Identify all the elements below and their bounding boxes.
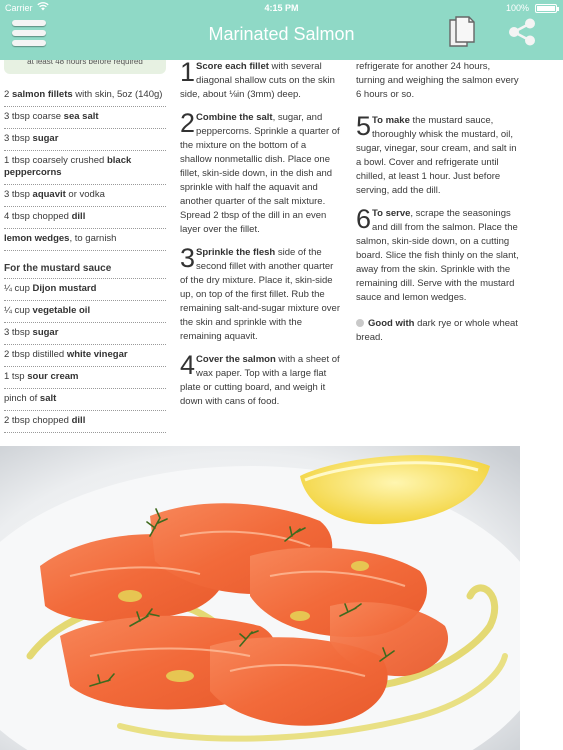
method-column-1 xyxy=(180,60,340,418)
share-icon xyxy=(507,18,537,46)
good-with-note xyxy=(356,317,521,345)
step-lead: To serve xyxy=(372,208,411,219)
ingredient-row xyxy=(4,107,166,129)
ingredient-name: black peppercorns xyxy=(4,155,132,178)
ingredient-row xyxy=(4,207,166,229)
ingredient-name: salmon fillets xyxy=(11,89,73,100)
ingredient-name: sugar xyxy=(32,327,59,338)
ingredient-amount: 3 tbsp xyxy=(4,327,33,338)
step-number: 6 xyxy=(356,204,372,234)
ingredient-row xyxy=(4,367,166,389)
ingredient-row xyxy=(4,279,166,301)
step-number: 3 xyxy=(180,243,196,273)
ingredient-row xyxy=(4,85,166,107)
ingredient-name: salt xyxy=(39,393,57,404)
ingredient-row xyxy=(4,185,166,207)
recipe-photo xyxy=(0,446,520,750)
step-text: side of the second fillet with another quarter of the dry mixture. Place it, skin-side up, on top of the first fillet. Rub the remaining salt-and-sugar mixture over the skin and sprinkle with the remaining aquavit. xyxy=(180,247,340,342)
app-header xyxy=(0,0,563,60)
ingredient-row xyxy=(4,345,166,367)
step-lead: Score each fillet xyxy=(196,61,269,72)
ingredient-amount: pinch of xyxy=(4,393,40,404)
ingredient-row xyxy=(4,411,166,433)
bullet-icon xyxy=(356,319,364,327)
step-number: 4 xyxy=(180,350,196,380)
step-text: the mustard sauce, thoroughly whisk the mustard, oil, sugar, vinegar, sour cream, and salt in a bowl. Cover and refrigerate until chilled, at least 1 hour. Just before serving, add the dill. xyxy=(356,115,517,196)
ingredient-detail: or vodka xyxy=(65,189,105,200)
ingredient-amount: 3 tbsp xyxy=(4,133,33,144)
ingredient-row xyxy=(4,323,166,345)
ingredient-name: vegetable oil xyxy=(32,305,91,316)
ingredient-name: aquavit xyxy=(32,189,66,200)
status-bar xyxy=(0,0,563,16)
page-title: Marinated Salmon xyxy=(208,24,355,44)
step-lead: Sprinkle the flesh xyxy=(196,247,276,258)
step-text: with several diagonal shallow cuts on the skin side, about ⅛in (3mm) deep. xyxy=(180,61,335,100)
marinated-salmon-image xyxy=(0,446,520,750)
method-step xyxy=(356,204,521,305)
step-lead: Cover the salmon xyxy=(196,354,276,365)
ingredient-detail: with skin, 5oz (140g) xyxy=(72,89,163,100)
step-text: , sugar, and peppercorns. Sprinkle a quarter of the mixture on the bottom of a shallow nonmetallic dish. Place one fillet, skin-side down, in the dish and sprinkle with half the aquavit and another quarter of the salt mixture. Spread 2 tbsp of the dill in an even layer over the fillet. xyxy=(180,112,340,235)
method-step xyxy=(180,243,340,344)
method-step xyxy=(180,60,340,102)
document-icon xyxy=(448,16,476,48)
ingredient-row xyxy=(4,229,166,251)
step-number: 5 xyxy=(356,111,372,141)
step-lead: To make xyxy=(372,115,410,126)
ingredient-amount: 3 tbsp xyxy=(4,189,33,200)
ingredient-amount: 2 tbsp distilled xyxy=(4,349,67,360)
ingredient-amount: ¼ cup xyxy=(4,305,33,316)
ingredient-name: sea salt xyxy=(63,111,99,122)
step-text: with a sheet of wax paper. Top with a large flat plate or cutting board, and weigh it down with cans of food. xyxy=(180,354,340,407)
method-step xyxy=(180,108,340,237)
ingredient-name: sugar xyxy=(32,133,59,144)
ingredient-list xyxy=(4,85,166,433)
ingredient-row xyxy=(4,129,166,151)
ingredient-amount: 4 tbsp chopped xyxy=(4,211,72,222)
step-number: 1 xyxy=(180,60,196,87)
good-with-lead: Good with xyxy=(368,318,415,329)
step-text: , scrape the seasonings and dill from the salmon. Place the salmon, skin-side down, on a cutting board. Slice the fish thinly on the slant, away from the skin. Sprinkle with the remaining dill. Serve with the mustard sauce and lemon wedges. xyxy=(356,208,519,303)
ingredient-name: dill xyxy=(71,211,86,222)
carrier-label: Carrier xyxy=(5,3,33,13)
ingredient-row xyxy=(4,151,166,185)
ingredient-amount: 1 tbsp coarsely crushed xyxy=(4,155,107,166)
method-step xyxy=(356,111,521,198)
ingredient-name: sour cream xyxy=(27,371,79,382)
ingredient-detail: , to garnish xyxy=(69,233,117,244)
ingredient-name: white vinegar xyxy=(66,349,128,360)
step-number: 2 xyxy=(180,108,196,138)
ingredient-amount: 2 xyxy=(4,89,12,100)
battery-icon xyxy=(535,4,557,13)
ingredient-amount: 1 tsp xyxy=(4,371,28,382)
ingredient-amount: 2 tbsp chopped xyxy=(4,415,72,426)
recipe-page xyxy=(0,60,563,446)
method-step xyxy=(180,350,340,409)
ingredient-name: lemon wedges xyxy=(4,233,70,244)
prep-note: at least 48 hours before required xyxy=(4,60,166,74)
step-lead: Combine the salt xyxy=(196,112,273,123)
sauce-heading: For the mustard sauce xyxy=(4,251,166,279)
clock: 4:15 PM xyxy=(264,3,299,13)
battery-percent: 100% xyxy=(505,3,529,13)
good-with-text: dark rye or whole wheat bread. xyxy=(356,318,518,343)
step-4-continuation: refrigerate for another 24 hours, turning and weighing the salmon every 6 hours or so. xyxy=(356,61,519,100)
ingredient-name: dill xyxy=(71,415,86,426)
ingredient-row xyxy=(4,301,166,323)
document-button[interactable] xyxy=(448,16,476,48)
ingredient-name: Dijon mustard xyxy=(32,283,97,294)
ingredient-row xyxy=(4,389,166,411)
ingredient-amount: ¼ cup xyxy=(4,283,33,294)
method-column-2 xyxy=(356,60,521,354)
share-button[interactable] xyxy=(507,18,537,46)
ingredient-amount: 3 tbsp coarse xyxy=(4,111,64,122)
